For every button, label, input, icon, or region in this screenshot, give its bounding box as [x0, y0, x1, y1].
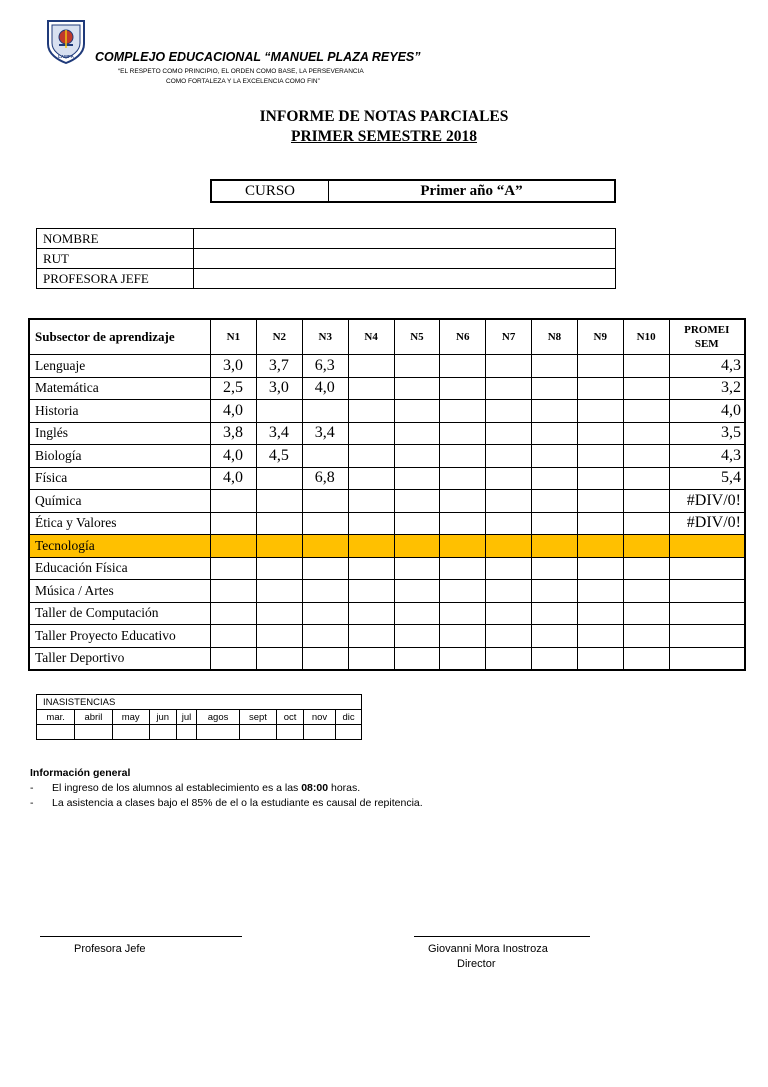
subject-name: Química [29, 490, 210, 513]
grade-n6 [440, 580, 486, 603]
grade-n3 [302, 445, 348, 468]
absence-value [149, 725, 176, 740]
grade-n6 [440, 512, 486, 535]
absence-value [112, 725, 149, 740]
grade-n7 [486, 625, 532, 648]
signature-right-name: Giovanni Mora Inostroza [428, 943, 548, 955]
grade-row [29, 557, 745, 580]
grade-n9 [577, 625, 623, 648]
general-info-item-2 [30, 797, 423, 809]
absence-month: oct [277, 710, 304, 725]
subject-name: Física [29, 467, 210, 490]
absence-value [37, 725, 75, 740]
item-dash: - [30, 797, 34, 809]
grade-n6 [440, 647, 486, 670]
signature-line-right [414, 936, 590, 937]
grade-n1 [210, 625, 256, 648]
grade-n8 [532, 647, 578, 670]
grade-n6 [440, 355, 486, 378]
grade-n8 [532, 535, 578, 558]
grade-n2: 3,4 [256, 422, 302, 445]
report-title: INFORME DE NOTAS PARCIALES [259, 108, 509, 125]
grade-n4 [348, 355, 394, 378]
grade-row [29, 355, 745, 378]
grade-n3: 3,4 [302, 422, 348, 445]
field-label: NOMBRE [37, 229, 194, 249]
grade-n1: 3,0 [210, 355, 256, 378]
grade-n1 [210, 580, 256, 603]
grade-n10 [623, 422, 669, 445]
grade-n3 [302, 580, 348, 603]
grade-n8 [532, 467, 578, 490]
grade-n9 [577, 422, 623, 445]
absence-month: may [112, 710, 149, 725]
grade-n6 [440, 535, 486, 558]
grade-n8 [532, 377, 578, 400]
header-n8: N8 [532, 319, 578, 355]
grade-row [29, 625, 745, 648]
grade-n9 [577, 467, 623, 490]
absence-month: jun [149, 710, 176, 725]
header-n1: N1 [210, 319, 256, 355]
grade-n10 [623, 647, 669, 670]
grade-n2: 3,7 [256, 355, 302, 378]
grade-n10 [623, 400, 669, 423]
header-average-line2: SEM [694, 338, 719, 350]
subject-name: Música / Artes [29, 580, 210, 603]
grade-row [29, 580, 745, 603]
subject-name: Taller Proyecto Educativo [29, 625, 210, 648]
grade-n5 [394, 512, 440, 535]
grade-n4 [348, 400, 394, 423]
grade-n1 [210, 602, 256, 625]
grade-n4 [348, 490, 394, 513]
grade-n2 [256, 580, 302, 603]
grade-n6 [440, 557, 486, 580]
field-value [194, 269, 616, 289]
grade-n4 [348, 602, 394, 625]
grade-n10 [623, 602, 669, 625]
general-info-title: Información general [30, 767, 131, 779]
header-n6: N6 [440, 319, 486, 355]
absence-month: agos [197, 710, 239, 725]
grade-row [29, 422, 745, 445]
grade-average: 4,3 [669, 355, 745, 378]
absence-value [75, 725, 112, 740]
grade-n9 [577, 557, 623, 580]
grade-n4 [348, 377, 394, 400]
grade-n3 [302, 557, 348, 580]
grade-n8 [532, 445, 578, 468]
grade-n5 [394, 422, 440, 445]
grade-n7 [486, 422, 532, 445]
signature-left-role: Profesora Jefe [74, 943, 146, 955]
grade-n5 [394, 647, 440, 670]
grade-n8 [532, 557, 578, 580]
grade-n7 [486, 647, 532, 670]
grade-n4 [348, 625, 394, 648]
grade-n10 [623, 512, 669, 535]
absences-months-row [37, 710, 362, 725]
grade-n7 [486, 557, 532, 580]
grade-average: 4,0 [669, 400, 745, 423]
grade-n1: 4,0 [210, 445, 256, 468]
grade-n10 [623, 445, 669, 468]
grade-n6 [440, 400, 486, 423]
grade-n5 [394, 625, 440, 648]
item-text-after: horas. [328, 782, 361, 794]
absence-value [239, 725, 276, 740]
grade-n4 [348, 647, 394, 670]
grade-row [29, 647, 745, 670]
subject-name: Lenguaje [29, 355, 210, 378]
item-text-before: El ingreso de los alumnos al establecimiento es a las [52, 782, 302, 794]
subject-name: Educación Física [29, 557, 210, 580]
subject-name: Biología [29, 445, 210, 468]
grade-n4 [348, 512, 394, 535]
grade-average: 3,5 [669, 422, 745, 445]
grade-n5 [394, 490, 440, 513]
grade-n1: 4,0 [210, 400, 256, 423]
header-n7: N7 [486, 319, 532, 355]
grade-n8 [532, 512, 578, 535]
subject-name: Matemática [29, 377, 210, 400]
grade-n9 [577, 535, 623, 558]
grade-average: 3,2 [669, 377, 745, 400]
student-row-teacher [37, 269, 616, 289]
header-n9: N9 [577, 319, 623, 355]
motto-line-1: “EL RESPETO COMO PRINCIPIO, EL ORDEN COMO BASE, LA PERSEVERANCIA [118, 68, 364, 75]
grade-n5 [394, 400, 440, 423]
course-label: CURSO [211, 180, 329, 202]
header-n2: N2 [256, 319, 302, 355]
grade-n9 [577, 377, 623, 400]
grade-n8 [532, 400, 578, 423]
grade-n3 [302, 512, 348, 535]
logo-text: LAMPA [58, 54, 74, 59]
grade-n6 [440, 377, 486, 400]
grade-n2 [256, 512, 302, 535]
grade-row [29, 467, 745, 490]
grade-n2 [256, 625, 302, 648]
grade-n3 [302, 400, 348, 423]
grade-n2: 4,5 [256, 445, 302, 468]
header-average-line1: PROMEI [684, 324, 730, 336]
grade-row [29, 512, 745, 535]
grade-n2 [256, 557, 302, 580]
grade-n9 [577, 400, 623, 423]
grade-n9 [577, 512, 623, 535]
grade-row [29, 490, 745, 513]
subject-name: Taller Deportivo [29, 647, 210, 670]
absence-value [303, 725, 335, 740]
course-box [210, 179, 616, 203]
grade-row [29, 400, 745, 423]
grade-n4 [348, 445, 394, 468]
grade-n7 [486, 467, 532, 490]
subject-name: Historia [29, 400, 210, 423]
grade-n9 [577, 602, 623, 625]
grade-n6 [440, 445, 486, 468]
grade-n2 [256, 647, 302, 670]
grade-n1 [210, 535, 256, 558]
grade-n5 [394, 355, 440, 378]
grade-n8 [532, 490, 578, 513]
grade-n7 [486, 377, 532, 400]
grade-n3 [302, 647, 348, 670]
grade-n6 [440, 422, 486, 445]
grade-row [29, 377, 745, 400]
signature-right-role: Director [457, 958, 496, 970]
grades-table [28, 318, 746, 671]
header-n3: N3 [302, 319, 348, 355]
grade-n5 [394, 602, 440, 625]
grade-average [669, 557, 745, 580]
grade-n10 [623, 355, 669, 378]
absence-month: sept [239, 710, 276, 725]
general-info-item-1 [30, 782, 423, 794]
field-value [194, 229, 616, 249]
grade-n6 [440, 490, 486, 513]
grade-average: 5,4 [669, 467, 745, 490]
grade-n7 [486, 490, 532, 513]
motto-line-2: COMO FORTALEZA Y LA EXCELENCIA COMO FIN” [166, 78, 320, 85]
grade-n9 [577, 445, 623, 468]
grade-n1: 2,5 [210, 377, 256, 400]
course-value: Primer año “A” [420, 182, 523, 199]
grade-row [29, 535, 745, 558]
grade-n9 [577, 490, 623, 513]
grade-n1: 3,8 [210, 422, 256, 445]
grade-n2 [256, 467, 302, 490]
field-label: PROFESORA JEFE [37, 269, 194, 289]
grade-n10 [623, 580, 669, 603]
grade-n2 [256, 602, 302, 625]
grade-n2: 3,0 [256, 377, 302, 400]
grade-n10 [623, 490, 669, 513]
absence-value [197, 725, 239, 740]
grade-n5 [394, 467, 440, 490]
grade-n2 [256, 490, 302, 513]
grade-n5 [394, 445, 440, 468]
grade-n3: 6,8 [302, 467, 348, 490]
student-row-name [37, 229, 616, 249]
grade-row [29, 602, 745, 625]
grade-n4 [348, 580, 394, 603]
grade-n5 [394, 557, 440, 580]
absence-value [336, 725, 362, 740]
grade-n7 [486, 355, 532, 378]
grade-n9 [577, 580, 623, 603]
general-info [30, 767, 423, 809]
grade-n1 [210, 647, 256, 670]
grade-n8 [532, 602, 578, 625]
grades-header-row [29, 319, 745, 355]
grade-n3 [302, 602, 348, 625]
absence-month: abril [75, 710, 112, 725]
grade-n2 [256, 535, 302, 558]
grade-n5 [394, 535, 440, 558]
school-logo [44, 18, 88, 64]
grade-n8 [532, 422, 578, 445]
grade-row [29, 445, 745, 468]
grade-n7 [486, 400, 532, 423]
grade-average [669, 602, 745, 625]
subject-name: Ética y Valores [29, 512, 210, 535]
grade-n5 [394, 580, 440, 603]
header-n10: N10 [623, 319, 669, 355]
absence-value [176, 725, 197, 740]
grade-n4 [348, 557, 394, 580]
grade-n7 [486, 535, 532, 558]
grade-n9 [577, 355, 623, 378]
grade-n9 [577, 647, 623, 670]
absences-values-row [37, 725, 362, 740]
absence-month: nov [303, 710, 335, 725]
grade-n1 [210, 557, 256, 580]
grade-n3: 4,0 [302, 377, 348, 400]
absence-month: dic [336, 710, 362, 725]
grade-n4 [348, 422, 394, 445]
header-average [669, 319, 745, 355]
absence-value [277, 725, 304, 740]
field-value [194, 249, 616, 269]
grade-n10 [623, 377, 669, 400]
grade-n3 [302, 490, 348, 513]
grade-average [669, 625, 745, 648]
grade-n6 [440, 625, 486, 648]
grade-n4 [348, 535, 394, 558]
grade-n1 [210, 490, 256, 513]
grade-average [669, 580, 745, 603]
grade-n7 [486, 602, 532, 625]
grade-n8 [532, 355, 578, 378]
subject-name: Taller de Computación [29, 602, 210, 625]
grade-n6 [440, 602, 486, 625]
grade-average [669, 535, 745, 558]
school-name: COMPLEJO EDUCACIONAL “MANUEL PLAZA REYES” [95, 50, 421, 64]
item-text-before: La asistencia a clases bajo el 85% de el o la estudiante es causal de repitencia. [52, 797, 423, 809]
item-text-bold: 08:00 [301, 782, 329, 794]
absences-title: INASISTENCIAS [37, 695, 362, 710]
grade-average: 4,3 [669, 445, 745, 468]
student-row-rut [37, 249, 616, 269]
grade-n10 [623, 467, 669, 490]
student-info-table [36, 228, 616, 289]
grade-n1: 4,0 [210, 467, 256, 490]
grade-n3: 6,3 [302, 355, 348, 378]
grade-n8 [532, 580, 578, 603]
absence-month: jul [176, 710, 197, 725]
header-n4: N4 [348, 319, 394, 355]
grade-n3 [302, 535, 348, 558]
header-subject: Subsector de aprendizaje [29, 319, 210, 355]
grade-n2 [256, 400, 302, 423]
item-dash: - [30, 782, 34, 794]
grade-n3 [302, 625, 348, 648]
grade-n10 [623, 625, 669, 648]
grade-average [669, 647, 745, 670]
subject-name: Tecnología [29, 535, 210, 558]
report-subtitle: PRIMER SEMESTRE 2018 [290, 128, 478, 145]
grade-n5 [394, 377, 440, 400]
field-label: RUT [37, 249, 194, 269]
grade-n10 [623, 557, 669, 580]
grade-n8 [532, 625, 578, 648]
grade-n4 [348, 467, 394, 490]
grade-n10 [623, 535, 669, 558]
grade-n7 [486, 445, 532, 468]
grade-n7 [486, 512, 532, 535]
grade-average: #DIV/0! [669, 512, 745, 535]
grade-n6 [440, 467, 486, 490]
absences-table [36, 694, 362, 740]
subject-name: Inglés [29, 422, 210, 445]
absence-month: mar. [37, 710, 75, 725]
grade-n7 [486, 580, 532, 603]
header-n5: N5 [394, 319, 440, 355]
grade-average: #DIV/0! [669, 490, 745, 513]
signature-line-left [40, 936, 242, 937]
grade-n1 [210, 512, 256, 535]
